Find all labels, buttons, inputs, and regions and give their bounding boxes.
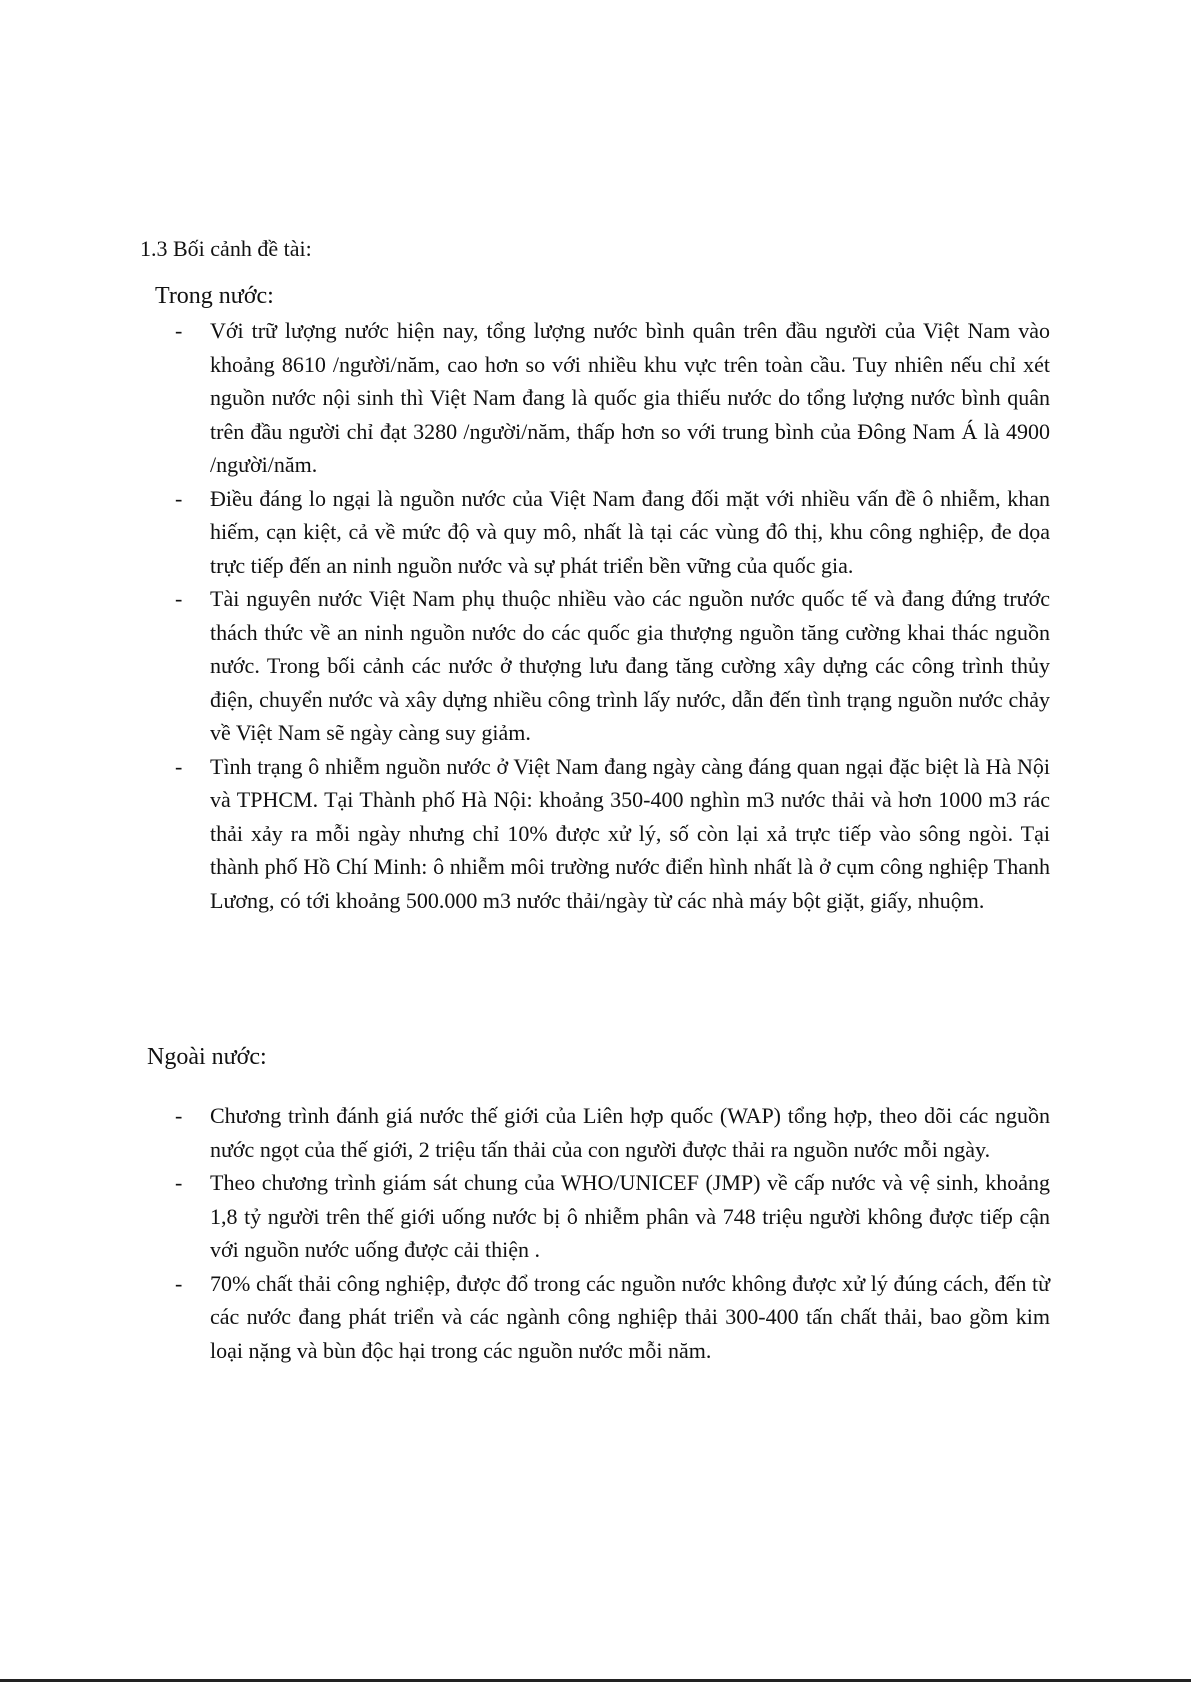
foreign-bullet-list: [175, 1099, 1050, 1367]
list-item: [175, 1267, 1050, 1368]
bullet-text: Chương trình đánh giá nước thế giới của Liên hợp quốc (WAP) tổng hợp, theo dõi các nguồn nước ngọt của thế giới, 2 triệu tấn thải của con người được thải ra nguồn nước mỗi ngày.: [210, 1103, 1050, 1162]
bullet-text: Điều đáng lo ngại là nguồn nước của Việt Nam đang đối mặt với nhiều vấn đề ô nhiễm, khan hiếm, cạn kiệt, cả về mức độ và quy mô, nhất là tại các vùng đô thị, khu công nghiệp, đe dọa trực tiếp đến an ninh nguồn nước và sự phát triển bền vững của quốc gia.: [210, 485, 1050, 578]
foreign-heading: Ngoài nước:: [147, 1044, 267, 1070]
bullet-dash: -: [175, 1170, 183, 1195]
bullet-dash: -: [175, 485, 183, 511]
list-item: [175, 1099, 1050, 1166]
bullet-text: Tình trạng ô nhiễm nguồn nước ở Việt Nam đang ngày càng đáng quan ngại đặc biệt là Hà Nội và TPHCM. Tại Thành phố Hà Nội: khoảng 350-400 nghìn m3 nước thải và hơn 1000 m3 rác thải xảy ra mỗi ngày nhưng chỉ 10% được xử lý, số còn lại xả trực tiếp vào sông ngòi. Tại thành phố Hồ Chí Minh: ô nhiễm môi trường nước điển hình nhất là ở cụm công nghiệp Thanh Lương, có tới khoảng 500.000 m3 nước thải/ngày từ các nhà máy bột giặt, giấy, nhuộm.: [210, 753, 1050, 913]
bullet-dash: -: [175, 1270, 183, 1296]
page-bottom-rule: [0, 1679, 1191, 1682]
bullet-dash: -: [175, 318, 183, 343]
bullet-text: Tài nguyên nước Việt Nam phụ thuộc nhiều vào các nguồn nước quốc tế và đang đứng trước thách thức về an ninh nguồn nước do các quốc gia thượng nguồn tăng cường khai thác nguồn nước. Trong bối cảnh các nước ở thượng lưu đang tăng cường xây dựng các công trình thủy điện, chuyển nước và xây dựng nhiều công trình lấy nước, dẫn đến tình trạng nguồn nước chảy về Việt Nam sẽ ngày càng suy giảm.: [210, 586, 1050, 745]
list-item: [175, 314, 1050, 482]
list-item: [175, 582, 1050, 750]
domestic-bullet-list: [175, 314, 1050, 917]
bullet-text: Theo chương trình giám sát chung của WHO/UNICEF (JMP) về cấp nước và vệ sinh, khoảng 1,8 tỷ người trên thế giới uống nước bị ô nhiễm phân và 748 triệu người không được tiếp cận với nguồn nước uống được cải thiện .: [210, 1170, 1050, 1262]
list-item: [175, 1166, 1050, 1267]
list-item: [175, 750, 1050, 918]
domestic-heading: Trong nước:: [155, 283, 274, 309]
bullet-dash: -: [175, 586, 183, 611]
bullet-dash: -: [175, 753, 183, 779]
bullet-dash: -: [175, 1103, 183, 1128]
bullet-text: Với trữ lượng nước hiện nay, tổng lượng nước bình quân trên đầu người của Việt Nam vào khoảng 8610 /người/năm, cao hơn so với nhiều khu vực trên toàn cầu. Tuy nhiên nếu chỉ xét nguồn nước nội sinh thì Việt Nam đang là quốc gia thiếu nước do tổng lượng nước bình quân trên đầu người chỉ đạt 3280 /người/năm, thấp hơn so với trung bình của Đông Nam Á là 4900 /người/năm.: [210, 318, 1050, 477]
list-item: [175, 482, 1050, 583]
bullet-text: 70% chất thải công nghiệp, được đổ trong các nguồn nước không được xử lý đúng cách, đến từ các nước đang phát triển và các ngành công nghiệp thải 300-400 tấn chất thải, bao gồm kim loại nặng và bùn độc hại trong các nguồn nước mỗi năm.: [210, 1270, 1050, 1363]
section-title: 1.3 Bối cảnh đề tài:: [140, 236, 312, 261]
